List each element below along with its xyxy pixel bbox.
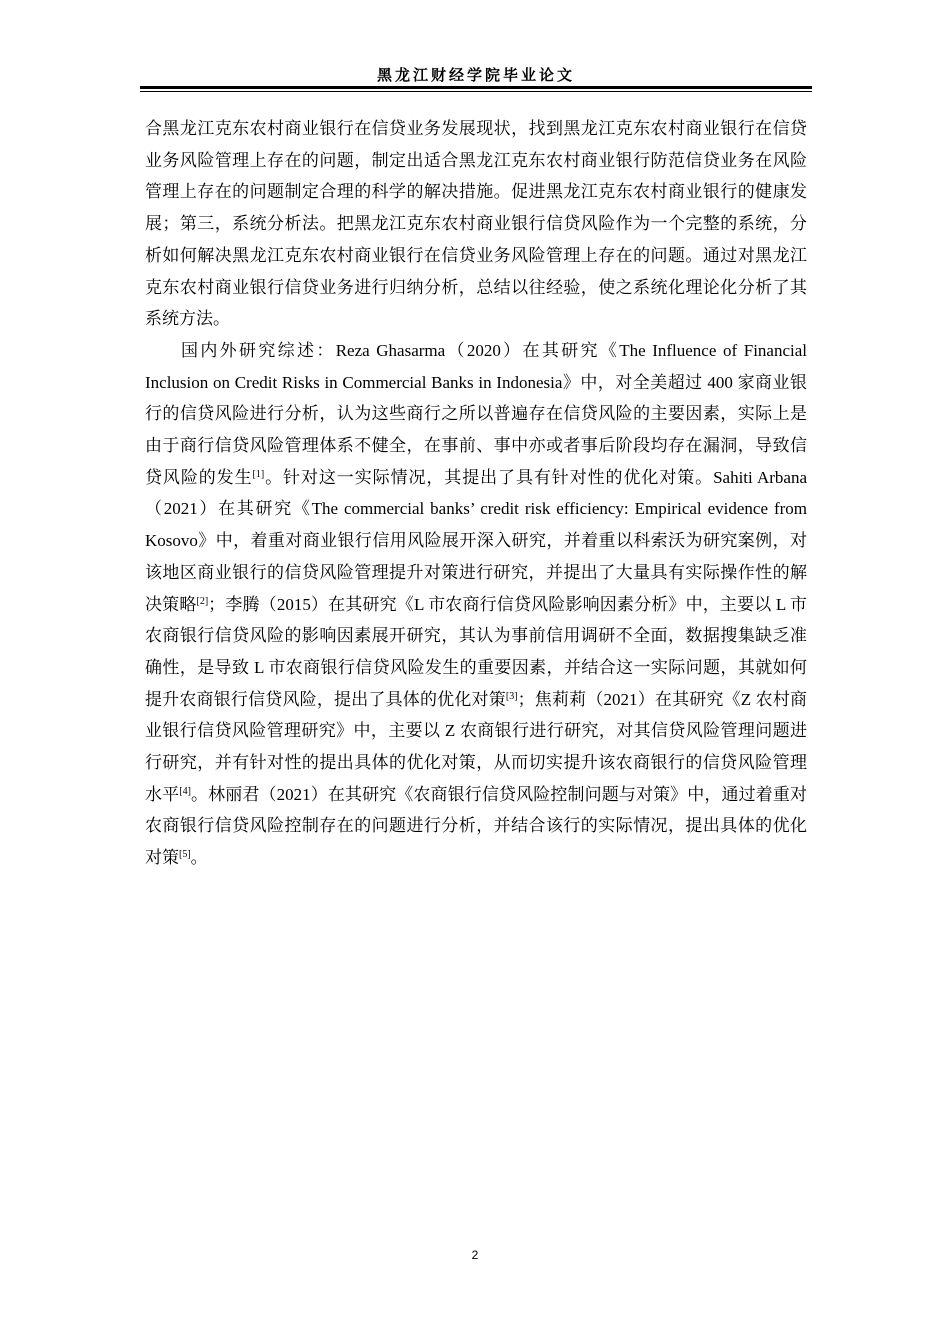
literature-text-segment: ；李腾（2015）在其研究《L 市农商行信贷风险影响因素分析》中，主要以 L 市农商银行信贷风险的影响因素展开研究，其认为事前信用调研不全面，数据搜集缺乏准确性，是导致 L 市农商银行信贷风险发生的重要因素，并结合这一实际问题，其就如何提升农商银行信贷风险，提出了具体的优化对策 [145,594,807,709]
citation-ref: [1] [252,468,265,480]
literature-text-segment: 。林丽君（2021）在其研究《农商银行信贷风险控制问题与对策》中，通过着重对农商银行信贷风险控制存在的问题进行分析，并结合该行的实际情况，提出具体的优化对策 [145,784,807,868]
thesis-body [145,113,807,874]
citation-ref: [3] [505,690,518,702]
citation-ref: [5] [179,849,191,861]
citation-ref: [4] [179,785,191,797]
literature-text-segment: ；焦莉莉（2021）在其研究《Z 农村商业银行信贷风险管理研究》中，主要以 Z 农商银行进行研究，对其信贷风险管理问题进行研究，并有针对性的提出具体的优化对策，从而切实提升该农商银行的信贷风险管理水平 [145,689,807,804]
citation-ref: [2] [196,595,209,607]
running-header-title: 黑龙江财经学院毕业论文 [376,66,575,84]
literature-text-segment: 。针对这一实际情况，其提出了具有针对性的优化对策。Sahiti Arbana（2021）在其研究《The commercial banks’ credit risk efficiency: Empirical evidence from Kosovo》中，着重对商业银行信用风险展开深入研究，并着重以科索沃为研究案例，对该地区商业银行的信贷风险管理提升对策进行研究，并提出了大量具有实际操作性的解决策略 [145,467,807,614]
literature-text-segment: 。 [190,848,208,868]
literature-text-segment: 国内外研究综述：Reza Ghasarma（2020）在其研究《The Influence of Financial Inclusion on Credit Risks in Commercial Banks in Indonesia》中，对全美超过 400 家商业银行的信贷风险进行分析，认为这些商行之所以普遍存在信贷风险的主要因素，实际上是由于商行信贷风险管理体系不健全，在事前、事中亦或者事后阶段均存在漏洞，导致信贷风险的发生 [145,340,807,487]
page-number: 2 [471,1248,479,1262]
paragraph-research-methods: 合黑龙江克东农村商业银行在信贷业务发展现状，找到黑龙江克东农村商业银行在信贷业务风险管理上存在的问题，制定出适合黑龙江克东农村商业银行防范信贷业务在风险管理上存在的问题制定合理的科学的解决措施。促进黑龙江克东农村商业银行的健康发展；第三，系统分析法。把黑龙江克东农村商业银行信贷风险作为一个完整的系统，分析如何解决黑龙江克东农村商业银行在信贷业务风险管理上存在的问题。通过对黑龙江克东农村商业银行信贷业务进行归纳分析，总结以往经验，使之系统化理论化分析了其系统方法。 [145,119,807,329]
header-rule-thick [140,86,812,89]
header-rule-thin [140,91,812,92]
paragraph-literature-review [145,335,807,874]
